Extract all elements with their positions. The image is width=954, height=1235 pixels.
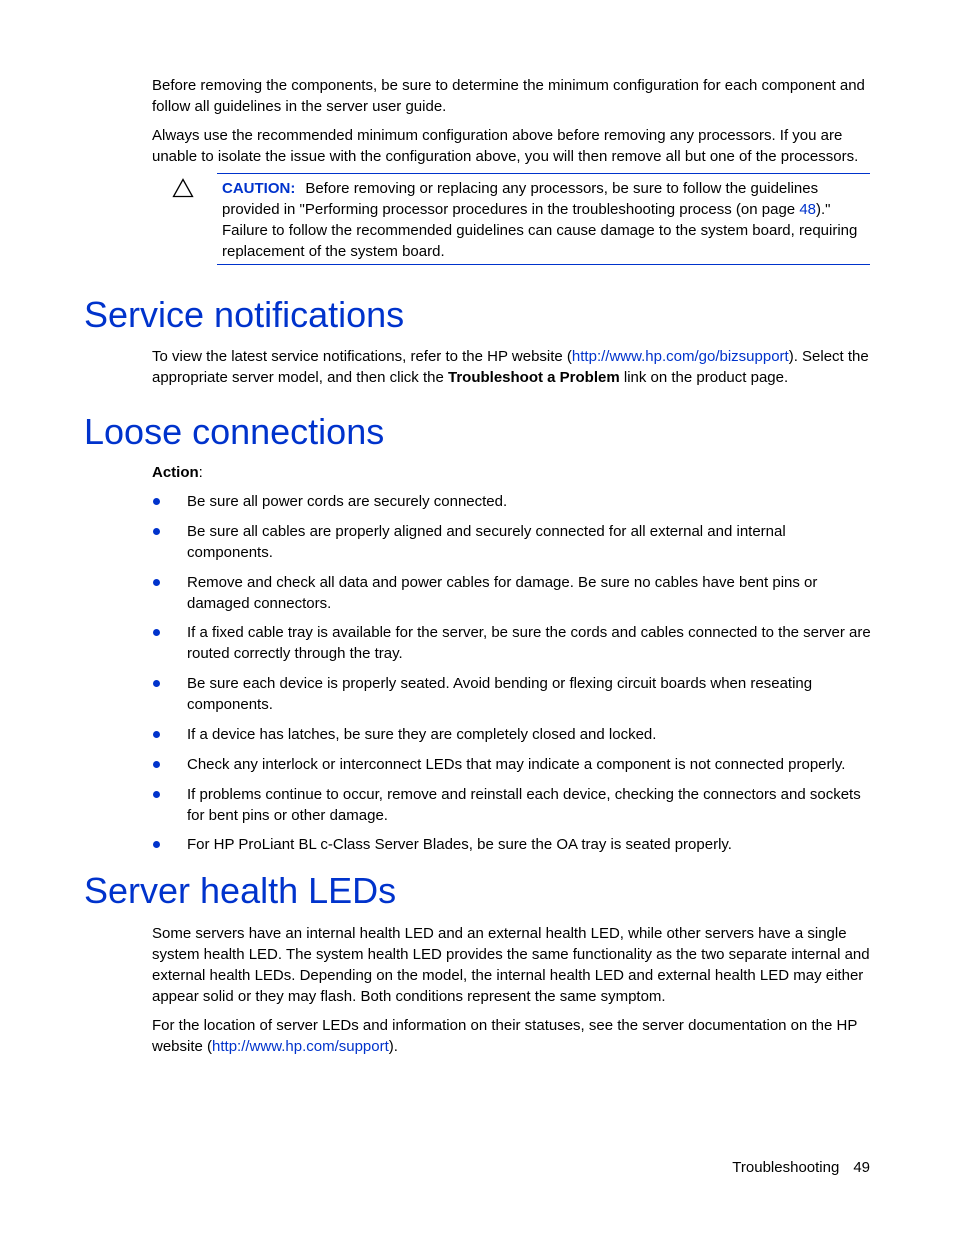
support-link[interactable]: http://www.hp.com/support [212,1038,389,1055]
page-footer [732,1157,870,1178]
list-item-text: If a fixed cable tray is available for the server, be sure the cords and cables connected to the server are routed correctly through the tray. [187,624,871,663]
bullet-dot-icon [153,680,160,687]
caution-text-after: )." Failure to follow the recommended guidelines can cause damage to the system board, requiring replacement of the system board. [222,201,858,260]
list-item-text: For HP ProLiant BL c-Class Server Blades, be sure the OA tray is seated properly. [187,836,732,854]
caution-page-link[interactable]: 48 [799,201,817,218]
bullet-dot-icon [153,629,160,636]
bullet-dot-icon [153,528,160,535]
list-item-text: Be sure all power cords are securely connected. [187,493,508,510]
list-item [152,622,872,664]
list-item-text: Remove and check all data and power cables for damage. Be sure no cables have bent pins or damaged connectors. [187,573,818,612]
list-item [152,784,872,826]
caution-text [222,178,870,262]
list-item [152,572,872,614]
service-text-3: link on the product page. [619,369,789,386]
list-item-text: Be sure all cables are properly aligned and securely connected for all external and internal components. [187,522,786,561]
list-item-text: If a device has latches, be sure they are completely closed and locked. [187,725,657,743]
action-label [152,462,872,483]
footer-section: Troubleshooting [732,1159,840,1176]
heading-service-notifications: Service notifications [84,294,405,335]
list-item [152,754,872,775]
bullet-dot-icon [153,841,160,848]
health-text-before: For the location of server LEDs and information on their statuses, see the server documentation on the HP website ( [152,1017,858,1055]
bizsupport-link[interactable]: http://www.hp.com/go/bizsupport [571,348,789,365]
service-paragraph [152,346,872,388]
caution-label: CAUTION: [222,180,296,197]
warning-triangle-icon [172,178,194,198]
list-item-text: Check any interlock or interconnect LEDs that may indicate a component is not connected properly. [187,755,846,773]
bullet-dot-icon [153,731,160,738]
list-item [152,491,872,512]
bullet-dot-icon [153,498,160,505]
bullet-dot-icon [153,791,160,798]
list-item-text: If problems continue to occur, remove and reinstall each device, checking the connectors and sockets for bent pins or other damage. [187,785,861,824]
service-text-2: ). Select the appropriate server model, and then click the [152,348,869,386]
bullet-dot-icon [153,761,160,768]
action-label-text: Action [152,464,199,481]
caution-text-before: Before removing or replacing any processors, be sure to follow the guidelines provided in "Performing processor procedures in the troubleshooting process (on page [222,180,819,218]
intro-paragraph-2: Always use the recommended minimum configuration above before removing any processors. If you are unable to isolate the issue with the configuration above, you will then remove all but one of the processors. [152,127,859,165]
bullet-dot-icon [153,579,160,586]
service-text-1: To view the latest service notifications, refer to the HP website ( [152,348,572,365]
health-paragraph-2 [152,1015,872,1057]
intro-paragraph-1: Before removing the components, be sure to determine the minimum configuration for each component and follow all guidelines in the server user guide. [152,77,865,115]
action-colon: : [198,464,203,481]
list-item [152,724,872,745]
list-item-text: Be sure each device is properly seated. Avoid bending or flexing circuit boards when reseating components. [187,675,813,714]
list-item [152,834,872,855]
caution-box [217,173,870,265]
bullet-list [152,491,872,864]
page-number: 49 [853,1159,870,1176]
heading-server-health-leds: Server health LEDs [84,870,397,911]
list-item [152,521,872,563]
list-item [152,673,872,715]
health-text-after: ). [388,1038,398,1055]
troubleshoot-bold: Troubleshoot a Problem [448,369,620,386]
heading-loose-connections: Loose connections [84,411,385,452]
health-paragraph-1: Some servers have an internal health LED and an external health LED, while other servers have a single system health LED. The system health LED provides the same functionality as the two separate internal and external health LEDs. Depending on the model, the internal health LED and external health LED may either appear solid or they may flash. Both conditions represent the same symptom. [152,925,870,1005]
